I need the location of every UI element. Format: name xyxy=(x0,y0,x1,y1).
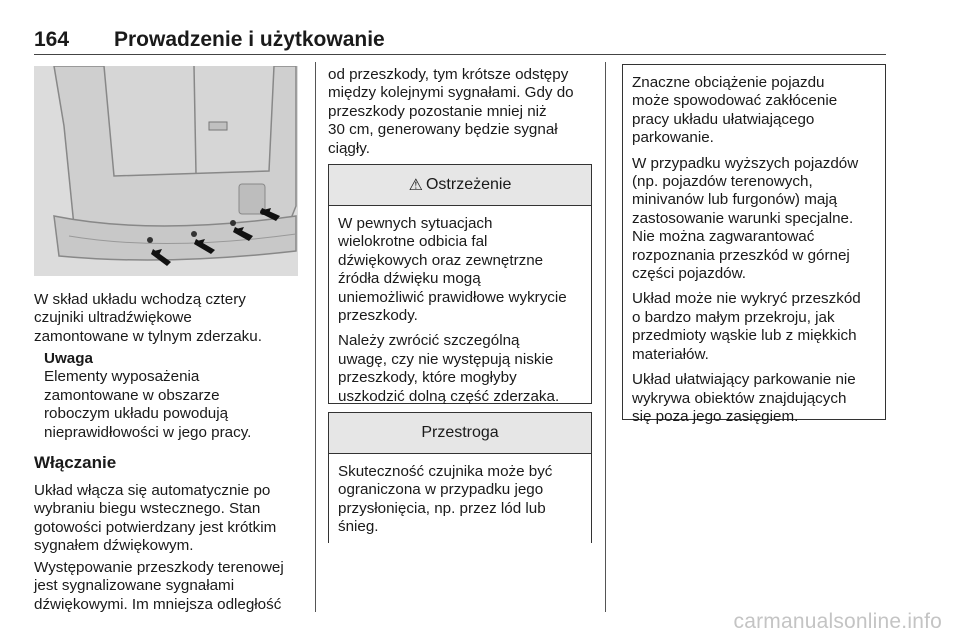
text-line: Elementy wyposażenia xyxy=(44,368,200,386)
text-line: W przypadku wyższych pojazdów xyxy=(632,154,859,172)
warning-triangle-icon: ⚠ xyxy=(408,177,423,194)
info-body xyxy=(623,65,885,426)
text-line: Skuteczność czujnika może być xyxy=(338,463,553,480)
text-line: zamontowane w tylnym zderzaku. xyxy=(34,327,262,345)
text-line: zastosowanie warunki specjalne. xyxy=(632,209,854,227)
text-line: Nie można zagwarantować xyxy=(632,228,815,246)
info-paragraph xyxy=(632,371,876,426)
watermark: carmanualsonline.info xyxy=(733,610,942,633)
text-line: od przeszkody, tym krótsze odstępy xyxy=(328,66,569,83)
text-line: Układ włącza się automatycznie po xyxy=(34,482,271,499)
page-header xyxy=(34,24,886,55)
text-line: roboczym układu powodują xyxy=(44,405,229,423)
warning-paragraph xyxy=(338,215,582,325)
text-line: (np. pojazdów terenowych, xyxy=(632,173,813,191)
text-line: Układ może nie wykryć przeszkód xyxy=(632,290,861,308)
paragraph-activation xyxy=(34,482,276,556)
paragraph-signal xyxy=(34,559,284,614)
text-line: wielokrotne odbicia fal xyxy=(338,233,488,251)
text-line: uwagę, czy nie występują niskie xyxy=(338,350,554,368)
info-paragraph xyxy=(632,74,876,148)
text-line: nieprawidłowości w jego pracy. xyxy=(44,423,252,441)
text-line: przedmioty wąskie lub z miękkich xyxy=(632,327,857,345)
warning-box xyxy=(328,164,592,404)
text-line: wykrywa obiektów znajdujących xyxy=(632,389,847,407)
text-line: ograniczona w przypadku jego xyxy=(338,481,544,499)
text-line: materiałów. xyxy=(632,345,709,363)
text-line: przeszkody. xyxy=(338,307,418,325)
caution-paragraph xyxy=(338,463,582,537)
text-line: pracy układu ułatwiającego xyxy=(632,110,815,128)
text-line: między kolejnymi sygnałami. Gdy do xyxy=(328,84,574,102)
text-line: minivanów lub furgonów) mają xyxy=(632,191,838,209)
column-rule-1 xyxy=(315,62,316,612)
warning-header xyxy=(329,165,591,206)
warning-title: Ostrzeżenie xyxy=(425,176,512,193)
text-line: przeszkody, które mogłyby xyxy=(338,369,517,387)
text-line: śnieg. xyxy=(338,518,379,536)
text-line: sygnałem dźwiękowym. xyxy=(34,537,194,555)
text-line: przysłonięcia, np. przez lód lub xyxy=(338,499,546,517)
text-line: uniemożliwić prawidłowe wykrycie xyxy=(338,288,567,306)
text-line: Należy zwrócić szczególną xyxy=(338,332,520,350)
intro-paragraph xyxy=(34,291,262,346)
text-line: W skład układu wchodzą cztery xyxy=(34,291,246,308)
text-line: Znaczne obciążenie pojazdu xyxy=(632,74,825,91)
text-line: ciągły. xyxy=(328,139,370,157)
page-title: Prowadzenie i użytkowanie xyxy=(114,28,385,51)
caution-body xyxy=(329,454,591,537)
page-number: 164 xyxy=(34,28,70,51)
warning-paragraph xyxy=(338,332,582,406)
text-line: dźwiękowych oraz zewnętrzne xyxy=(338,251,544,269)
rear-bumper-figure xyxy=(34,66,298,276)
text-line: wybraniu biegu wstecznego. Stan xyxy=(34,500,261,518)
text-line: może spowodować zakłócenie xyxy=(632,92,838,110)
text-line: czujniki ultradźwiękowe xyxy=(34,309,192,327)
text-line: o bardzo małym przekroju, jak xyxy=(632,308,835,326)
section-heading: Włączanie xyxy=(34,453,117,472)
info-box xyxy=(622,64,886,425)
text-line: uszkodzić dolną część zderzaka. xyxy=(338,387,560,405)
text-line: przeszkody pozostanie mniej niż xyxy=(328,102,547,120)
text-line: się poza jego zasięgiem. xyxy=(632,407,799,425)
text-line: zamontowane w obszarze xyxy=(44,386,220,404)
warning-body xyxy=(329,206,591,406)
text-line: jest sygnalizowane sygnałami xyxy=(34,577,235,595)
info-paragraph xyxy=(632,290,876,364)
continued-paragraph xyxy=(328,66,574,158)
rear-bumper-sensors-illustration xyxy=(34,66,298,276)
info-paragraph xyxy=(632,155,876,284)
column-rule-2 xyxy=(605,62,606,612)
text-line: gotowości potwierdzany jest krótkim xyxy=(34,518,277,536)
text-line: parkowanie. xyxy=(632,129,714,147)
note-block xyxy=(44,350,251,442)
text-line: dźwiękowymi. Im mniejsza odległość xyxy=(34,595,282,613)
text-line: części pojazdów. xyxy=(632,265,746,283)
caution-box xyxy=(328,412,592,543)
text-line: źródła dźwięku mogą xyxy=(338,270,481,288)
text-line: 30 cm, generowany będzie sygnał xyxy=(328,121,558,139)
text-line: Występowanie przeszkody terenowej xyxy=(34,559,284,576)
caution-header xyxy=(329,413,591,454)
text-line: Układ ułatwiający parkowanie nie xyxy=(632,371,856,389)
text-line: rozpoznania przeszkód w górnej xyxy=(632,246,850,264)
caution-title: Przestroga xyxy=(421,424,499,441)
text-line: W pewnych sytuacjach xyxy=(338,215,493,232)
note-label: Uwaga xyxy=(44,350,93,367)
